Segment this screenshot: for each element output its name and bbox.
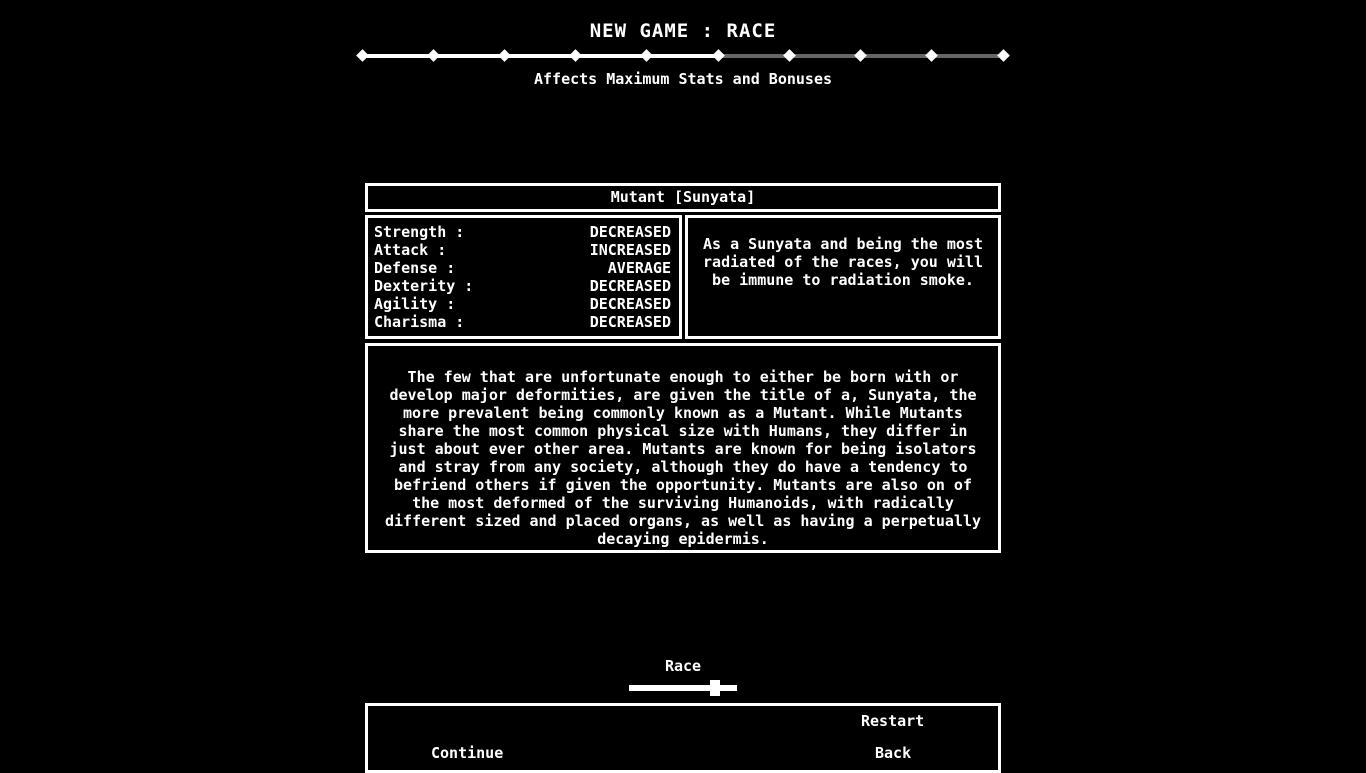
progress-step-marker	[498, 49, 511, 62]
stats-panel	[365, 215, 682, 339]
progress-step-marker	[569, 49, 582, 62]
stat-row	[374, 241, 671, 259]
stat-label: Dexterity :	[374, 277, 474, 295]
stat-value: DECREASED	[589, 277, 671, 295]
progress-step-marker	[783, 49, 796, 62]
race-slider-track[interactable]	[629, 685, 737, 691]
stat-value: DECREASED	[589, 295, 671, 313]
continue-button[interactable]: Continue	[431, 744, 504, 762]
stat-value: DECREASED	[589, 223, 671, 241]
description-text: The few that are unfortunate enough to either be born with or develop major deformities, are given the title of a, Sunyata, the more prevalent being commonly known as a Mutant. While Mutants share the most common physical size with Humans, they differ in just about ever other area. Mutants are known for being isolators and stray from any society, although they do have a tendency to befriend others if given the opportunity. Mutants are also on of the most deformed of the surviving Humanoids, with radically different sized and placed organs, as well as having a perpetually decaying epidermis.	[384, 368, 982, 548]
progress-completed-track	[362, 54, 718, 58]
stat-value: INCREASED	[589, 241, 671, 259]
progress-step-marker	[925, 49, 938, 62]
stat-label: Charisma :	[374, 313, 465, 331]
stat-label: Defense :	[374, 259, 456, 277]
ability-panel	[685, 215, 1001, 339]
progress-step-marker	[712, 49, 725, 62]
race-slider-label: Race	[664, 657, 702, 675]
stat-label: Agility :	[374, 295, 456, 313]
ability-text: As a Sunyata and being the most radiated of the races, you will be immune to radiation smoke.	[703, 235, 983, 289]
stat-label: Attack :	[374, 241, 447, 259]
stat-value: DECREASED	[589, 313, 671, 331]
progress-step-marker	[427, 49, 440, 62]
progress-step-marker	[854, 49, 867, 62]
menu-panel	[365, 703, 1001, 773]
page-subtitle: Affects Maximum Stats and Bonuses	[533, 70, 832, 88]
progress-step-marker	[641, 49, 654, 62]
stat-row	[374, 295, 671, 313]
stat-row	[374, 223, 671, 241]
stat-row	[374, 259, 671, 277]
back-button[interactable]: Back	[875, 744, 912, 762]
race-name-panel	[365, 183, 1001, 212]
progress-step-marker	[997, 49, 1010, 62]
stat-label: Strength :	[374, 223, 465, 241]
stat-value: AVERAGE	[607, 259, 671, 277]
page-title: NEW GAME : RACE	[589, 20, 777, 42]
restart-button[interactable]: Restart	[861, 712, 925, 730]
progress-step-marker	[356, 49, 369, 62]
race-name: Mutant [Sunyata]	[610, 188, 756, 206]
race-slider-handle[interactable]	[710, 680, 720, 696]
stat-row	[374, 277, 671, 295]
step-progress-bar	[362, 49, 1003, 63]
stat-row	[374, 313, 671, 331]
description-panel	[365, 343, 1001, 553]
